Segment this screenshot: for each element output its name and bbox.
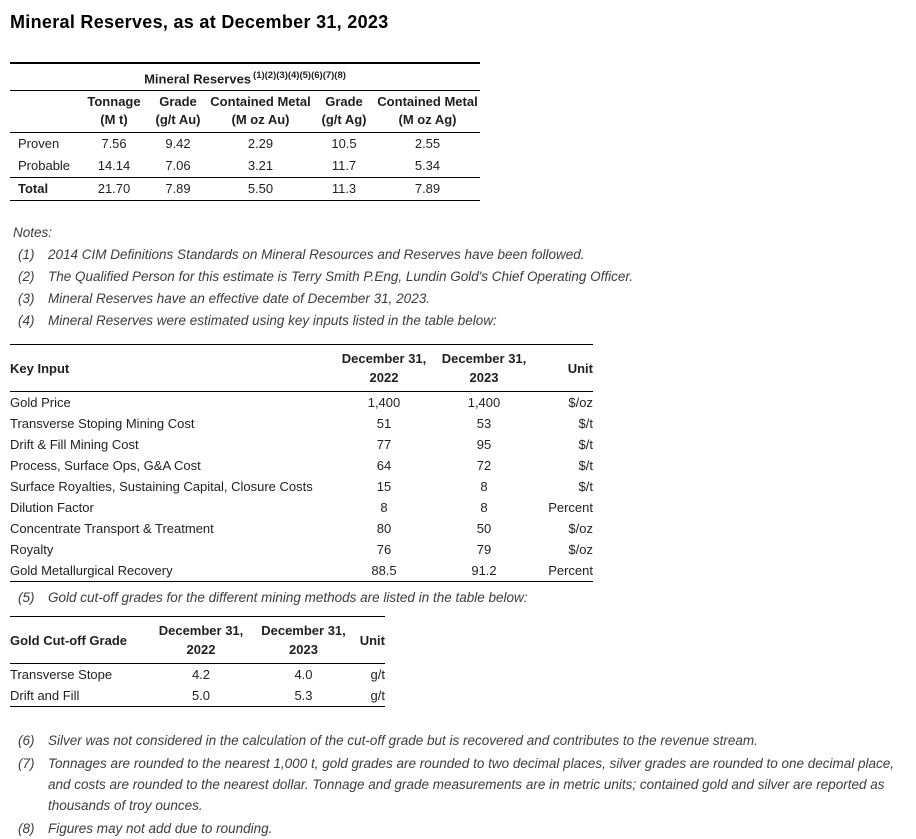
- column-header-unit: Unit: [534, 345, 593, 392]
- note-text: The Qualified Person for this estimate is Terry Smith P.Eng, Lundin Gold's Chief Operating Officer.: [48, 269, 634, 285]
- key-input-table: [10, 344, 593, 582]
- table-row-surface-royalties: Surface Royalties, Sustaining Capital, Closure Costs 15 8 $/t: [10, 479, 593, 495]
- column-header-dec-2022: December 31, 2022: [150, 617, 252, 664]
- reserves-table-header-row: [10, 91, 480, 133]
- note-number: (1): [18, 247, 35, 263]
- column-header-unit: Unit: [355, 617, 385, 664]
- note-text: 2014 CIM Definitions Standards on Mineral Resources and Reserves have been followed.: [48, 247, 585, 263]
- note-text: Silver was not considered in the calculation of the cut-off grade but is recovered and contributes to the revenue stream.: [48, 733, 758, 749]
- table-row-probable: Probable 14.14 7.06 3.21 11.7 5.34: [18, 158, 441, 174]
- page-title: Mineral Reserves, as at December 31, 2023: [10, 12, 389, 32]
- cutoff-grade-table: [10, 616, 385, 707]
- column-header-contained-au: Contained Metal (M oz Au): [208, 91, 313, 133]
- note-item-3: [10, 288, 890, 309]
- notes-section: [10, 222, 890, 331]
- corner-cell: [10, 91, 80, 133]
- column-header-contained-ag: Contained Metal (M oz Ag): [375, 91, 480, 133]
- column-header-dec-2023: December 31, 2023: [434, 345, 534, 392]
- table-row-drift-and-fill: Drift and Fill 5.0 5.3 g/t: [10, 685, 385, 707]
- column-header-grade-ag: Grade (g/t Ag): [313, 91, 375, 133]
- footnote-superscript: (1)(2)(3)(4)(5)(6)(7)(8): [253, 70, 346, 81]
- note-number: (6): [18, 733, 35, 749]
- note-item-2: [10, 266, 890, 287]
- table-row-proven: Proven 7.56 9.42 2.29 10.5 2.55: [18, 136, 441, 152]
- note-text: Mineral Reserves have an effective date of December 31, 2023.: [48, 291, 430, 307]
- column-header-grade-au: Grade (g/t Au): [148, 91, 208, 133]
- note-item-7: [10, 753, 908, 816]
- note-item-8: [10, 818, 908, 839]
- cutoff-header-row: [10, 617, 385, 664]
- table-row-process-cost: Process, Surface Ops, G&A Cost 64 72 $/t: [10, 458, 593, 474]
- table-row-concentrate-transport: Concentrate Transport & Treatment 80 50 $/oz: [10, 521, 593, 537]
- key-input-header-row: [10, 345, 593, 392]
- note-text: Tonnages are rounded to the nearest 1,000 t, gold grades are rounded to two decimal places, silver grades are rounded to one decimal place, and costs are rounded to the nearest dollar. Tonnage and grade measurements are in metric units; contained gold and silver are reported as thousands of troy ounces.: [48, 756, 895, 814]
- note-item-4: [10, 310, 890, 331]
- note-number: (2): [18, 269, 35, 285]
- note-number: (3): [18, 291, 35, 307]
- note-number: (8): [18, 821, 35, 837]
- reserves-table-title: Mineral Reserves $^{(1)(2)(3)(4)(5)(6)(7)(8)}$: [10, 63, 480, 91]
- table-row-transverse-stoping: Transverse Stoping Mining Cost 51 53 $/t: [10, 416, 593, 432]
- note-text: Mineral Reserves were estimated using key inputs listed in the table below:: [48, 313, 497, 329]
- table-row-gold-price: Gold Price 1,400 1,400 $/oz: [10, 395, 593, 411]
- column-header-dec-2022: December 31, 2022: [334, 345, 434, 392]
- column-header-cutoff-grade: Gold Cut-off Grade: [10, 617, 150, 664]
- reserves-table-title-row: [10, 63, 480, 91]
- note-number: (5): [18, 590, 35, 606]
- note-item-6: [10, 730, 908, 751]
- note-number: (4): [18, 313, 35, 329]
- notes-heading: Notes:: [13, 225, 53, 241]
- column-header-tonnage: Tonnage (M t): [80, 91, 148, 133]
- table-row-dilution-factor: Dilution Factor 8 8 Percent: [10, 500, 593, 516]
- table-row-drift-fill-cost: Drift & Fill Mining Cost 77 95 $/t: [10, 437, 593, 453]
- notes-bottom-section: [10, 730, 908, 839]
- table-row-gold-recovery: Gold Metallurgical Recovery 88.5 91.2 Percent: [10, 560, 593, 582]
- table-row-transverse-stope: Transverse Stope 4.2 4.0 g/t: [10, 667, 385, 683]
- note-item-5: [10, 587, 890, 608]
- note-text: Gold cut-off grades for the different mining methods are listed in the table below:: [48, 590, 528, 606]
- note-text: Figures may not add due to rounding.: [48, 821, 273, 837]
- column-header-key-input: Key Input: [10, 345, 334, 392]
- note-number: (7): [18, 756, 35, 772]
- column-header-dec-2023: December 31, 2023: [252, 617, 355, 664]
- mineral-reserves-table: [10, 62, 480, 201]
- note-item-1: [10, 244, 890, 265]
- table-row-royalty: Royalty 76 79 $/oz: [10, 542, 593, 558]
- table-row-total: Total 21.70 7.89 5.50 11.3 7.89: [10, 178, 480, 201]
